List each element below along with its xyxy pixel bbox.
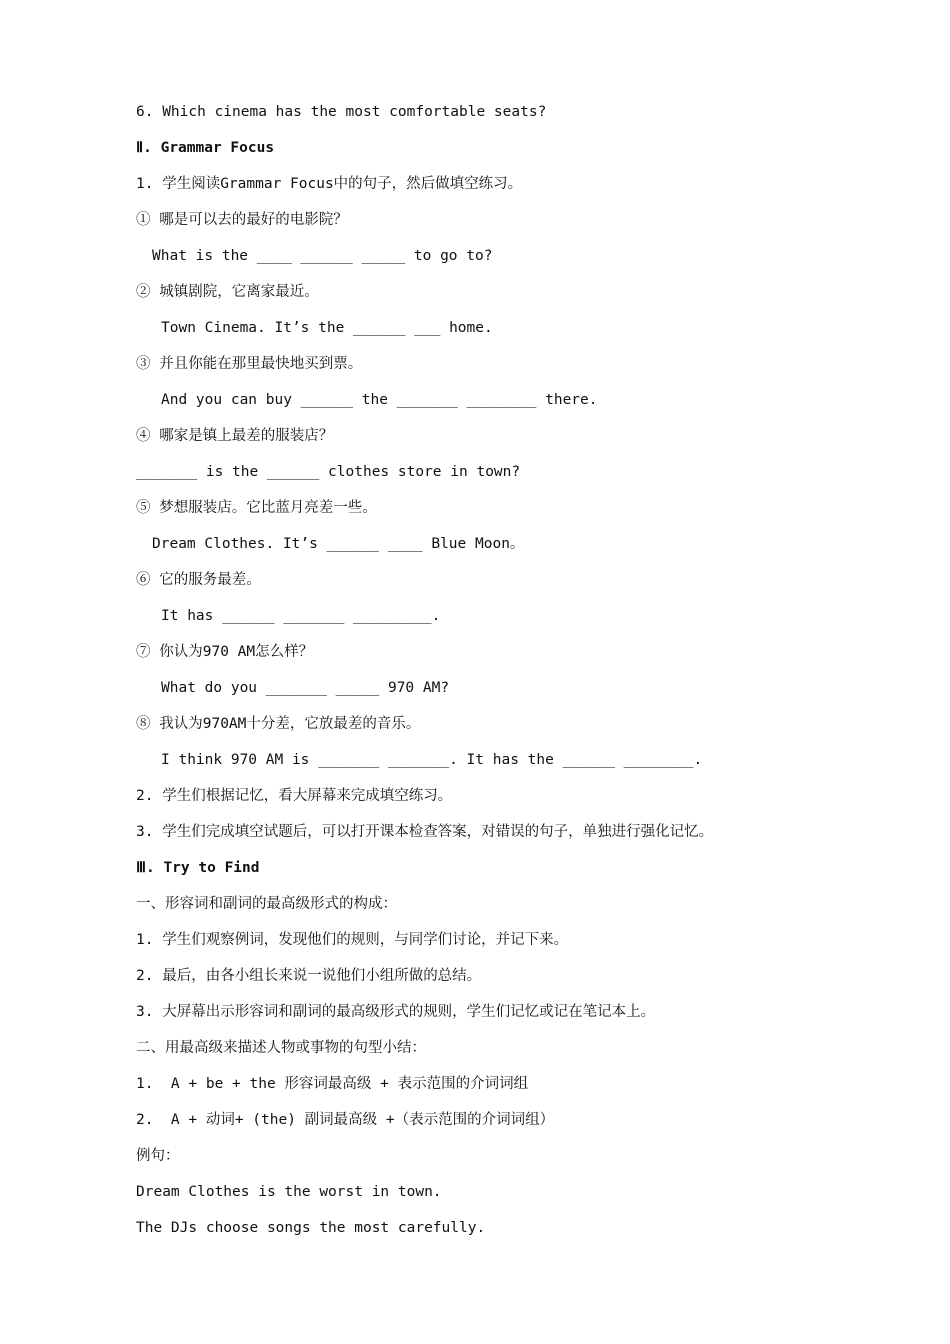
step-2-instruction: 2. 学生们根据记忆，看大屏幕来完成填空练习。 [136, 788, 453, 804]
section-heading-try-to-find: Ⅲ. Try to Find [136, 860, 260, 876]
item-2-chinese: ② 城镇剧院，它离家最近。 [136, 284, 319, 300]
subsection-2-heading: 二、用最高级来描述人物或事物的句型小结： [136, 1040, 426, 1056]
example-label: 例句： [136, 1148, 180, 1164]
item-6-chinese: ⑥ 它的服务最差。 [136, 572, 261, 588]
step-1-instruction: 1. 学生阅读Grammar Focus中的句子，然后做填空练习。 [136, 176, 523, 192]
item-7-blank-sentence: What do you _______ _____ 970 AM? [161, 680, 450, 696]
section-heading-grammar-focus: Ⅱ. Grammar Focus [136, 140, 275, 156]
item-4-chinese: ④ 哪家是镇上最差的服装店？ [136, 428, 334, 444]
subsection-1-heading: 一、形容词和副词的最高级形式的构成： [136, 896, 397, 912]
item-4-blank-sentence: _______ is the ______ clothes store in town? [136, 464, 521, 480]
step-3-instruction: 3. 学生们完成填空试题后，可以打开课本检查答案，对错误的句子，单独进行强化记忆。 [136, 824, 714, 840]
item-5-chinese: ⑤ 梦想服装店。它比蓝月亮差一些。 [136, 500, 377, 516]
pattern-2: 2. A + 动词+ (the) 副词最高级 +（表示范围的介词词组） [136, 1112, 555, 1128]
item-3-blank-sentence: And you can buy ______ the _______ ________ there. [161, 392, 598, 408]
pattern-1: 1. A + be + the 形容词最高级 + 表示范围的介词词组 [136, 1076, 529, 1092]
item-1-chinese: ① 哪是可以去的最好的电影院？ [136, 212, 348, 228]
question-6: 6. Which cinema has the most comfortable seats? [136, 104, 547, 120]
subsection-1-step-2: 2. 最后，由各小组长来说一说他们小组所做的总结。 [136, 968, 482, 984]
example-sentence-2: The DJs choose songs the most carefully. [136, 1220, 486, 1236]
subsection-1-step-3: 3. 大屏幕出示形容词和副词的最高级形式的规则，学生们记忆或记在笔记本上。 [136, 1004, 656, 1020]
example-sentence-1: Dream Clothes is the worst in town. [136, 1184, 442, 1200]
item-8-blank-sentence: I think 970 AM is _______ _______. It has the ______ ________. [161, 752, 703, 768]
item-3-chinese: ③ 并且你能在那里最快地买到票。 [136, 356, 363, 372]
item-8-chinese: ⑧ 我认为970AM十分差，它放最差的音乐。 [136, 716, 421, 732]
item-5-blank-sentence: Dream Clothes. It’s ______ ____ Blue Moon。 [152, 536, 525, 552]
subsection-1-step-1: 1. 学生们观察例词，发现他们的规则，与同学们讨论，并记下来。 [136, 932, 569, 948]
item-1-blank-sentence: What is the ____ ______ _____ to go to? [152, 248, 493, 264]
item-2-blank-sentence: Town Cinema. It’s the ______ ___ home. [161, 320, 493, 336]
item-7-chinese: ⑦ 你认为970 AM怎么样？ [136, 644, 314, 660]
item-6-blank-sentence: It has ______ _______ _________. [161, 608, 441, 624]
